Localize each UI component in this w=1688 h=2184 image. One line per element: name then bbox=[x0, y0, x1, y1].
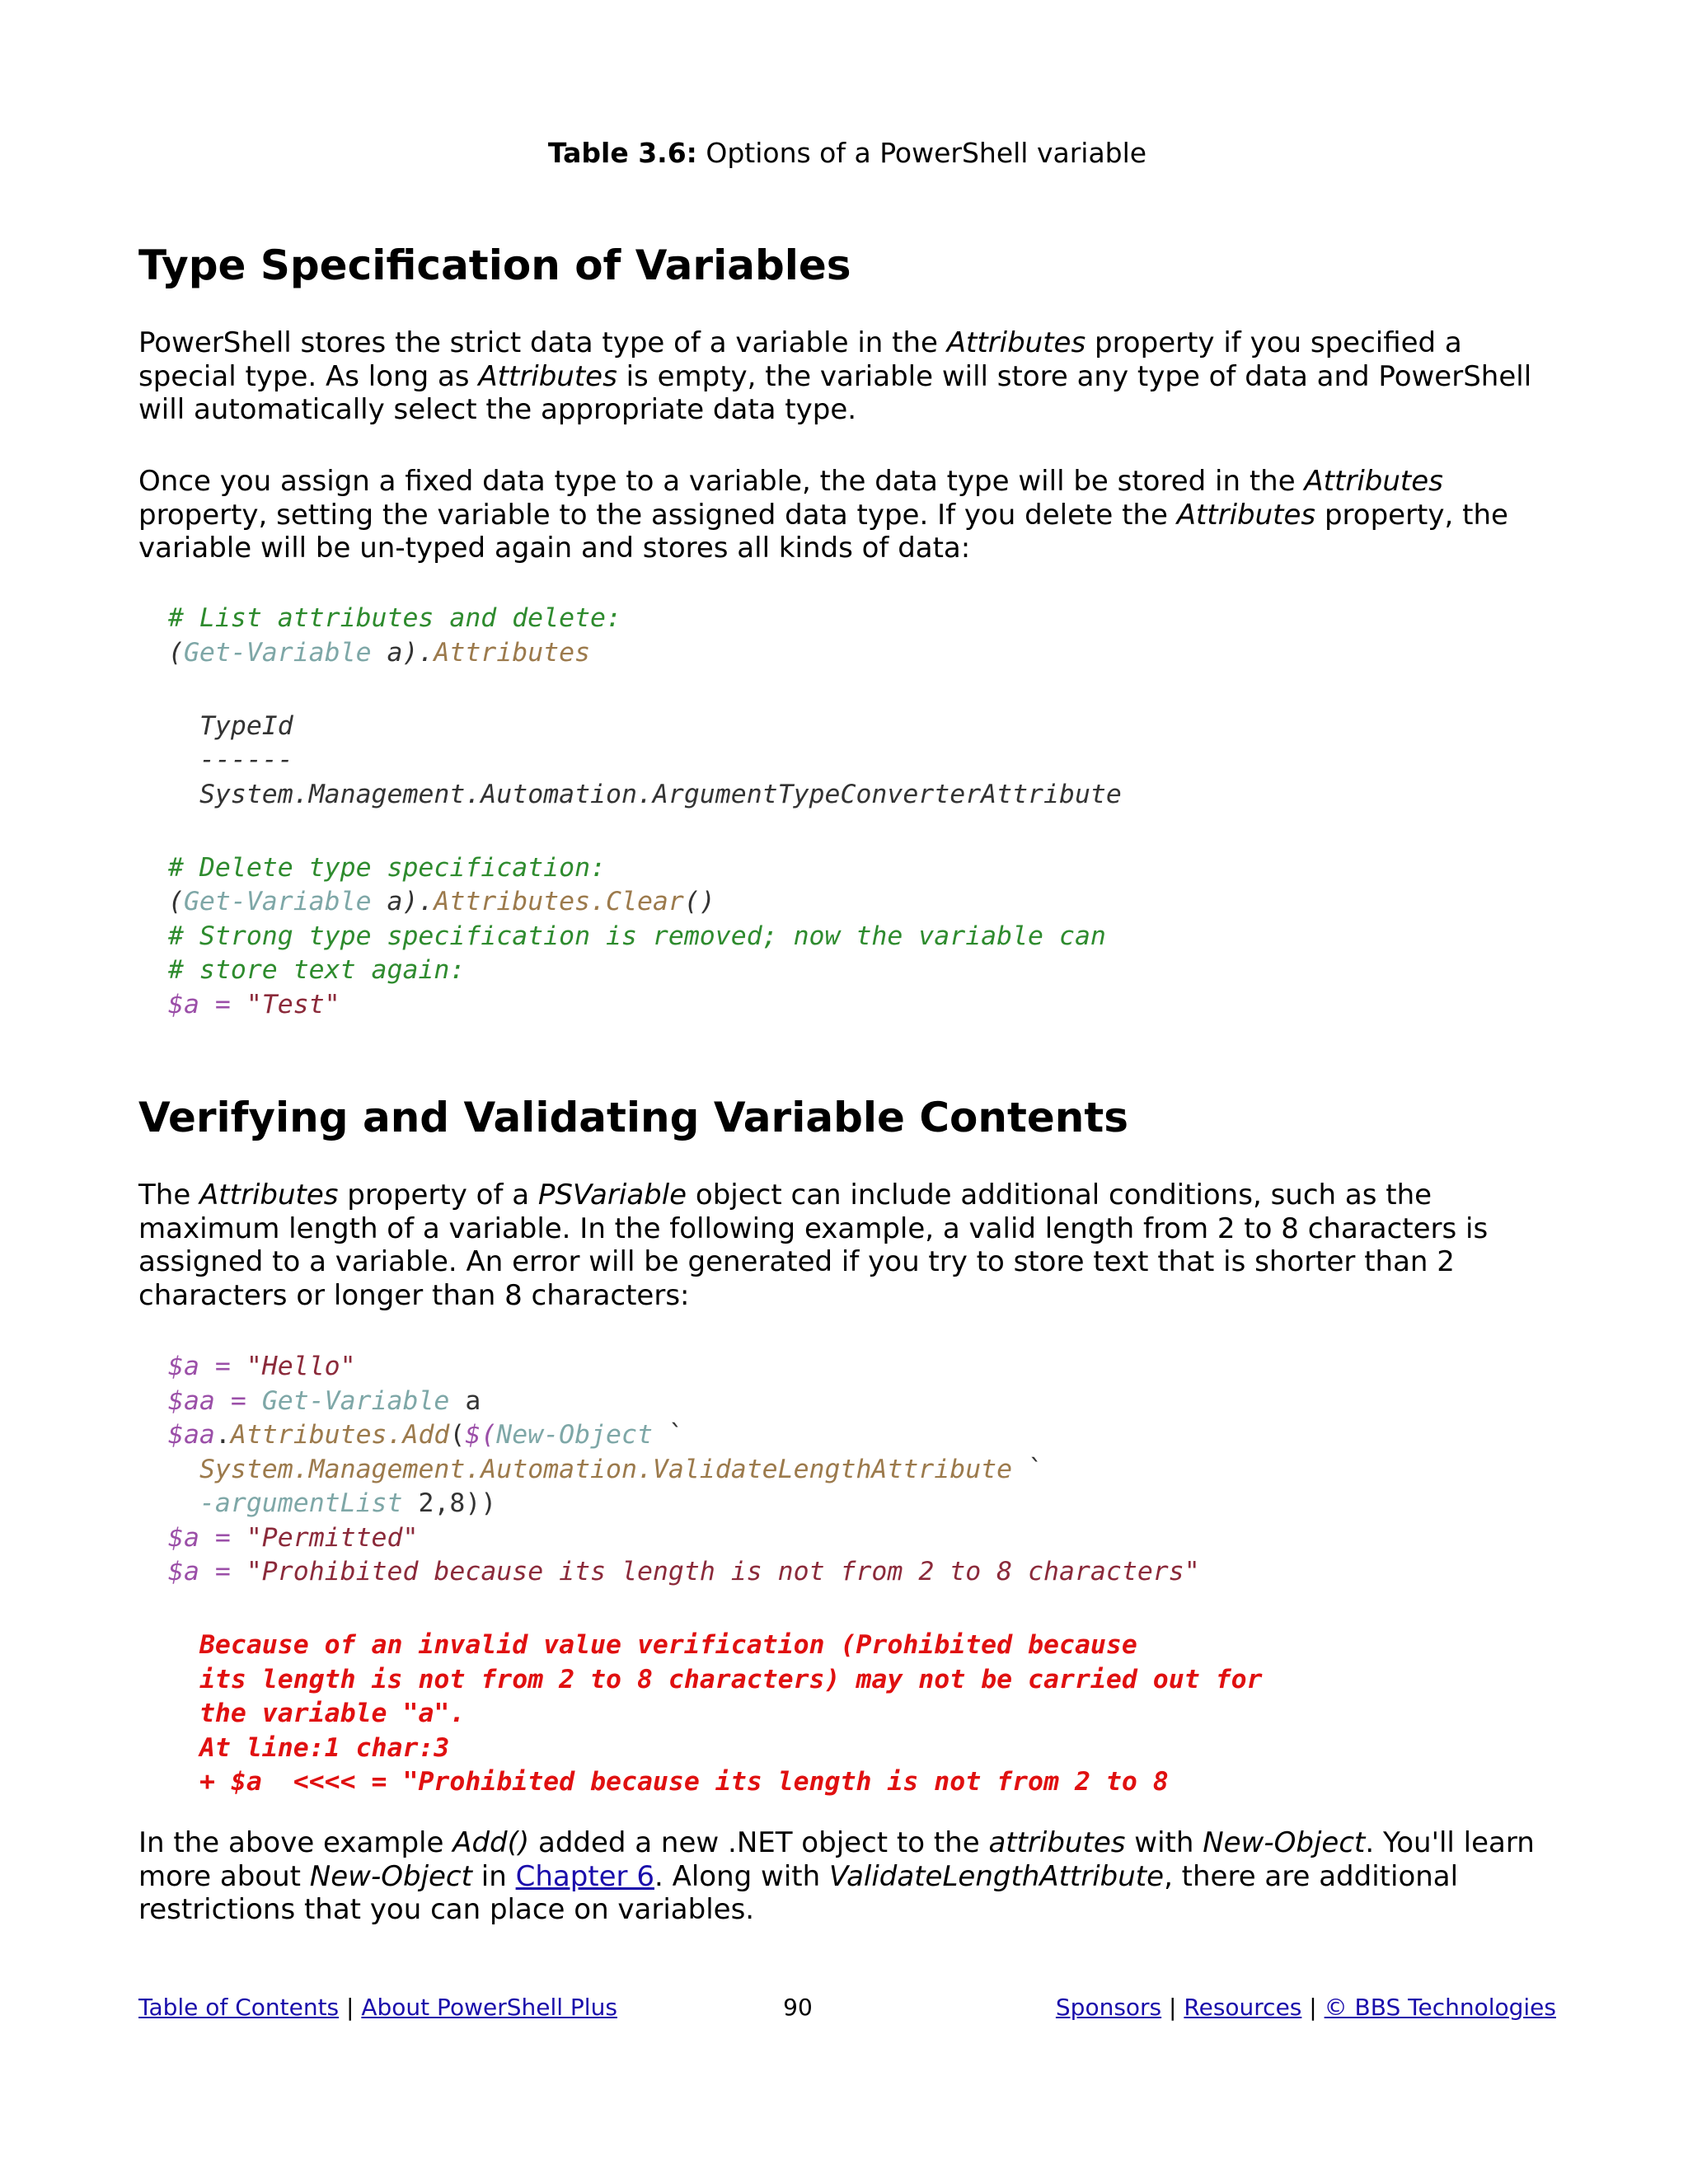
emphasis: attributes bbox=[988, 1826, 1126, 1859]
table-of-contents-link[interactable]: Table of Contents bbox=[138, 1994, 340, 2021]
chapter-6-link[interactable]: Chapter 6 bbox=[515, 1859, 654, 1893]
footer-right-links bbox=[1056, 1991, 1556, 2024]
emphasis: Attributes bbox=[1176, 498, 1316, 532]
code-error-output: At line:1 char:3 bbox=[199, 1732, 450, 1763]
bbs-technologies-link[interactable]: © BBS Technologies bbox=[1324, 1994, 1556, 2021]
code-property: Attributes bbox=[434, 637, 591, 668]
text: property, the variable will be un-typed again and stores all kinds of data: bbox=[138, 498, 1508, 565]
table-caption-text: Options of a PowerShell variable bbox=[696, 137, 1147, 169]
code-operator: = bbox=[199, 989, 246, 1019]
emphasis: ValidateLengthAttribute bbox=[828, 1859, 1165, 1893]
code-cmdlet: Get-Variable bbox=[183, 637, 372, 668]
text: is empty, the variable will store any type of data and PowerShell will automatically select the appropriate data type. bbox=[138, 359, 1532, 426]
about-powershell-plus-link[interactable]: About PowerShell Plus bbox=[361, 1994, 617, 2021]
code-cmdlet: New-Object bbox=[496, 1420, 653, 1450]
sponsors-link[interactable]: Sponsors bbox=[1055, 1994, 1162, 2021]
code-error-output: its length is not from 2 to 8 characters) may not be carried out for bbox=[199, 1664, 1263, 1694]
text: PowerShell stores the strict data type of a variable in the bbox=[138, 326, 947, 359]
text: property if you specified a special type. As long as bbox=[138, 326, 1462, 393]
code-operator: = bbox=[199, 1352, 246, 1381]
footer-separator: | bbox=[1161, 1994, 1184, 2021]
code-variable: $aa bbox=[168, 1385, 215, 1416]
code-parameter: -argumentList bbox=[199, 1488, 403, 1518]
code-text: a bbox=[449, 1385, 481, 1416]
paragraph-type-spec-1 bbox=[138, 326, 1556, 427]
code-variable: $( bbox=[465, 1420, 497, 1450]
footer-separator: | bbox=[339, 1994, 362, 2021]
code-text: a). bbox=[371, 887, 434, 916]
code-type-name: System.Management.Automation.ValidateLengthAttribute bbox=[199, 1454, 1013, 1484]
code-variable: $a bbox=[168, 1522, 199, 1553]
code-variable: $aa bbox=[168, 1420, 215, 1450]
text: , there are additional restrictions that you can place on variables. bbox=[138, 1859, 1459, 1926]
text: . You'll learn more about bbox=[138, 1826, 1535, 1893]
code-text: ( bbox=[168, 887, 184, 916]
code-comment: # store text again: bbox=[168, 955, 466, 985]
text: in bbox=[471, 1859, 516, 1893]
code-output: ------ bbox=[199, 745, 293, 775]
emphasis: PSVariable bbox=[537, 1179, 687, 1212]
code-string: "Test" bbox=[246, 989, 340, 1019]
code-property: Attributes.Clear bbox=[434, 887, 684, 916]
code-text: a). bbox=[371, 637, 434, 668]
text: The bbox=[138, 1179, 200, 1212]
code-block-validate-length bbox=[168, 1350, 1263, 1800]
code-text: ` bbox=[1012, 1454, 1044, 1484]
text: In the above example bbox=[138, 1826, 453, 1859]
table-caption bbox=[138, 137, 1556, 170]
paragraph-verifying-2 bbox=[138, 1826, 1556, 1927]
code-cmdlet: Get-Variable bbox=[183, 887, 372, 916]
text: property of a bbox=[338, 1179, 538, 1212]
emphasis: Attributes bbox=[199, 1179, 339, 1212]
table-caption-label: Table 3.6: bbox=[547, 137, 697, 169]
code-cmdlet: Get-Variable bbox=[261, 1385, 450, 1416]
code-string: "Hello" bbox=[246, 1352, 356, 1381]
text: property, setting the variable to the assigned data type. If you delete the bbox=[138, 498, 1177, 532]
code-error-output: Because of an invalid value verification (Prohibited because bbox=[199, 1630, 1137, 1660]
resources-link[interactable]: Resources bbox=[1184, 1994, 1302, 2021]
page-footer bbox=[138, 1991, 1556, 2024]
text: . Along with bbox=[654, 1859, 829, 1893]
section-heading-verifying: Verifying and Validating Variable Contents bbox=[138, 1094, 1129, 1141]
text: added a new .NET object to the bbox=[529, 1826, 989, 1859]
code-operator: = bbox=[199, 1557, 246, 1586]
paragraph-verifying-1 bbox=[138, 1179, 1556, 1312]
code-output: System.Management.Automation.ArgumentTypeConverterAttribute bbox=[199, 779, 1122, 809]
code-variable: $a bbox=[168, 989, 199, 1019]
code-text: ( bbox=[168, 637, 184, 668]
code-operator: = bbox=[214, 1385, 262, 1416]
emphasis: Attributes bbox=[478, 359, 617, 393]
code-string: "Prohibited because its length is not from 2 to 8 characters" bbox=[246, 1557, 1200, 1586]
footer-separator: | bbox=[1301, 1994, 1325, 2021]
section-heading-type-specification: Type Specification of Variables bbox=[138, 241, 851, 289]
code-text: . bbox=[214, 1420, 231, 1450]
emphasis: New-Object bbox=[309, 1859, 472, 1893]
code-error-output: + $a <<<< = "Prohibited because its length is not from 2 to 8 bbox=[199, 1767, 1169, 1797]
emphasis: Add() bbox=[452, 1826, 530, 1859]
code-comment: # List attributes and delete: bbox=[168, 603, 621, 633]
code-comment: # Strong type specification is removed; now the variable can bbox=[168, 921, 1106, 951]
page-number: 90 bbox=[783, 1994, 813, 2021]
text: Once you assign a fixed data type to a variable, the data type will be stored in the bbox=[138, 465, 1305, 498]
code-variable: $a bbox=[168, 1557, 199, 1586]
code-block-attributes bbox=[168, 602, 1122, 1022]
paragraph-type-spec-2 bbox=[138, 465, 1556, 565]
code-comment: # Delete type specification: bbox=[168, 852, 607, 883]
code-text: 2,8)) bbox=[402, 1488, 497, 1518]
emphasis: Attributes bbox=[946, 326, 1086, 359]
text: with bbox=[1125, 1826, 1203, 1859]
code-property: Attributes.Add bbox=[230, 1420, 450, 1450]
code-text: () bbox=[683, 887, 715, 916]
code-operator: = bbox=[199, 1522, 246, 1553]
emphasis: Attributes bbox=[1304, 465, 1443, 498]
code-text: ( bbox=[449, 1420, 466, 1450]
emphasis: New-Object bbox=[1203, 1826, 1366, 1859]
code-text: ` bbox=[652, 1420, 684, 1450]
code-variable: $a bbox=[168, 1352, 199, 1381]
text: object can include additional conditions, such as the maximum length of a variable. In the following example, a valid length from 2 to 8 characters is assigned to a variable. An error will be generated if you try to store text that is shorter than 2 characters or longer than 8 characters: bbox=[138, 1179, 1489, 1312]
code-error-output: the variable "a". bbox=[199, 1699, 466, 1728]
code-string: "Permitted" bbox=[246, 1522, 419, 1553]
code-output: TypeId bbox=[199, 710, 293, 741]
